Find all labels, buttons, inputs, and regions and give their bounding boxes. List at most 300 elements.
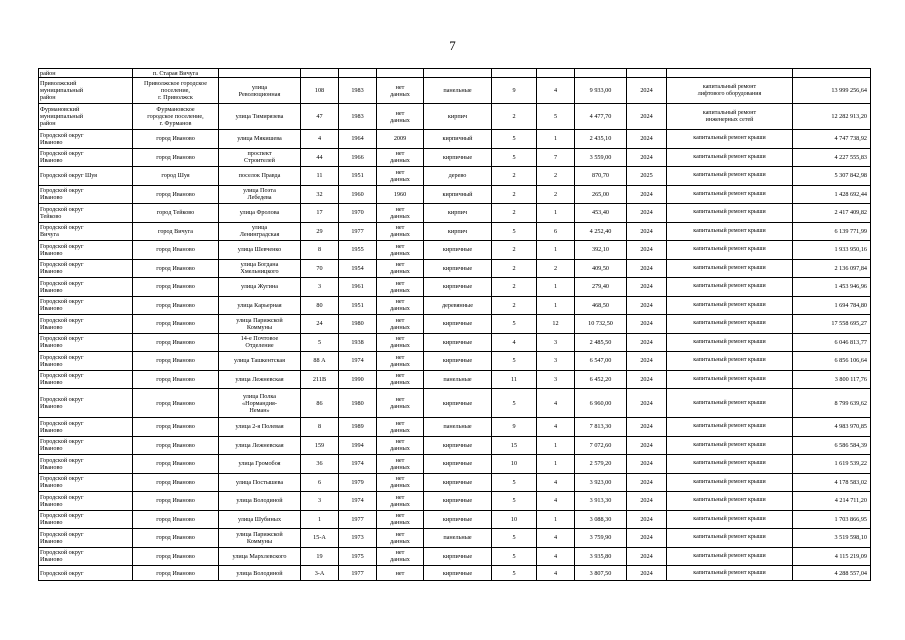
cell-cost: 6 139 771,99 <box>793 222 871 241</box>
cell-floors: 2 <box>492 296 537 315</box>
cell-work-type: капитальный ремонт крыши <box>667 241 793 260</box>
cell-entrances: 2 <box>537 185 575 204</box>
cell-settlement: город Иваново <box>133 492 219 511</box>
cell-house-number: 11 <box>301 167 339 186</box>
cell-build-year: 1966 <box>339 148 377 167</box>
table-row <box>39 315 871 334</box>
cell-municipality: Городской округ Вичуга <box>39 222 133 241</box>
cell-work-type: капитальный ремонт крыши <box>667 529 793 548</box>
cell-last-repair-year: нет данных <box>377 492 424 511</box>
cell-municipality: Городской округ Иваново <box>39 547 133 566</box>
cell-build-year: 1954 <box>339 259 377 278</box>
cell-planned-year: 2024 <box>627 278 667 297</box>
cell-planned-year: 2024 <box>627 547 667 566</box>
cell-planned-year: 2025 <box>627 167 667 186</box>
cell-floors: 5 <box>492 352 537 371</box>
cell-last-repair-year: нет данных <box>377 436 424 455</box>
cell-cost: 6 586 584,39 <box>793 436 871 455</box>
cell-municipality: Городской округ Шуя <box>39 167 133 186</box>
cell-house-number: 211В <box>301 370 339 389</box>
cell-build-year: 1983 <box>339 104 377 130</box>
table-row <box>39 78 871 104</box>
cell-last-repair-year: нет <box>377 566 424 581</box>
cell-last-repair-year: нет данных <box>377 333 424 352</box>
cell-cost <box>793 69 871 78</box>
cell-cost: 1 428 692,44 <box>793 185 871 204</box>
cell-house-number: 44 <box>301 148 339 167</box>
cell-last-repair-year: нет данных <box>377 148 424 167</box>
cell-settlement: город Иваново <box>133 148 219 167</box>
cell-floors: 11 <box>492 370 537 389</box>
cell-build-year: 1951 <box>339 167 377 186</box>
cell-entrances: 2 <box>537 167 575 186</box>
table-row <box>39 436 871 455</box>
cell-area-sqm: 3 935,80 <box>575 547 627 566</box>
cell-wall-material: кирпичные <box>424 492 492 511</box>
cell-area-sqm: 7 072,60 <box>575 436 627 455</box>
cell-wall-material: кирпич <box>424 204 492 223</box>
cell-wall-material: панельные <box>424 529 492 548</box>
cell-planned-year: 2024 <box>627 104 667 130</box>
cell-cost: 1 619 539,22 <box>793 455 871 474</box>
table-row <box>39 529 871 548</box>
table-row <box>39 547 871 566</box>
cell-area-sqm: 870,70 <box>575 167 627 186</box>
cell-municipality: Городской округ Иваново <box>39 492 133 511</box>
cell-entrances: 3 <box>537 370 575 389</box>
cell-build-year: 1980 <box>339 315 377 334</box>
cell-settlement: Приволжское городское поселение, г. Приволжск <box>133 78 219 104</box>
cell-settlement: город Иваново <box>133 333 219 352</box>
cell-last-repair-year: нет данных <box>377 547 424 566</box>
cell-settlement: город Иваново <box>133 473 219 492</box>
cell-street: улица Громобоя <box>219 455 301 474</box>
cell-area-sqm: 7 813,30 <box>575 418 627 437</box>
cell-street: улица Лежневская <box>219 436 301 455</box>
cell-floors: 5 <box>492 547 537 566</box>
cell-municipality: Городской округ Иваново <box>39 241 133 260</box>
cell-entrances: 3 <box>537 352 575 371</box>
cell-floors: 5 <box>492 148 537 167</box>
cell-planned-year: 2024 <box>627 352 667 371</box>
cell-area-sqm: 2 579,20 <box>575 455 627 474</box>
cell-settlement: город Иваново <box>133 436 219 455</box>
cell-area-sqm: 279,40 <box>575 278 627 297</box>
cell-entrances: 3 <box>537 333 575 352</box>
cell-cost: 12 282 913,20 <box>793 104 871 130</box>
cell-last-repair-year: нет данных <box>377 278 424 297</box>
table-row <box>39 278 871 297</box>
cell-floors: 2 <box>492 278 537 297</box>
cell-build-year: 1964 <box>339 130 377 149</box>
cell-work-type: капитальный ремонт крыши <box>667 333 793 352</box>
cell-house-number: 17 <box>301 204 339 223</box>
cell-build-year: 1977 <box>339 566 377 581</box>
cell-last-repair-year: нет данных <box>377 78 424 104</box>
cell-house-number: 108 <box>301 78 339 104</box>
cell-last-repair-year: 2009 <box>377 130 424 149</box>
cell-area-sqm: 2 435,10 <box>575 130 627 149</box>
cell-entrances: 1 <box>537 130 575 149</box>
table-row <box>39 259 871 278</box>
cell-house-number: 88 А <box>301 352 339 371</box>
cell-work-type: капитальный ремонт крыши <box>667 167 793 186</box>
cell-wall-material: кирпичные <box>424 148 492 167</box>
cell-cost: 4 983 970,85 <box>793 418 871 437</box>
cell-street: улица Карьерная <box>219 296 301 315</box>
cell-build-year: 1974 <box>339 492 377 511</box>
table-row <box>39 370 871 389</box>
cell-street: улица Ташкентская <box>219 352 301 371</box>
cell-entrances: 1 <box>537 204 575 223</box>
cell-municipality: Городской округ Тейково <box>39 204 133 223</box>
cell-work-type: капитальный ремонт крыши <box>667 130 793 149</box>
cell-settlement: город Иваново <box>133 566 219 581</box>
cell-entrances: 6 <box>537 222 575 241</box>
cell-wall-material: кирпичные <box>424 259 492 278</box>
cell-house-number: 80 <box>301 296 339 315</box>
cell-area-sqm: 6 960,00 <box>575 389 627 418</box>
cell-planned-year: 2024 <box>627 389 667 418</box>
cell-planned-year: 2024 <box>627 78 667 104</box>
cell-street: улица 2-я Полевая <box>219 418 301 437</box>
cell-work-type: капитальный ремонт крыши <box>667 436 793 455</box>
cell-area-sqm: 453,40 <box>575 204 627 223</box>
cell-cost: 4 747 738,92 <box>793 130 871 149</box>
cell-build-year: 1989 <box>339 418 377 437</box>
cell-planned-year: 2024 <box>627 241 667 260</box>
cell-build-year: 1974 <box>339 352 377 371</box>
cell-cost: 4 227 555,83 <box>793 148 871 167</box>
cell-last-repair-year: нет данных <box>377 204 424 223</box>
table-row <box>39 333 871 352</box>
cell-house-number: 24 <box>301 315 339 334</box>
cell-floors: 5 <box>492 389 537 418</box>
cell-last-repair-year: нет данных <box>377 167 424 186</box>
cell-street: улица Володиной <box>219 566 301 581</box>
cell-floors: 5 <box>492 222 537 241</box>
cell-cost: 1 453 946,96 <box>793 278 871 297</box>
cell-build-year: 1977 <box>339 222 377 241</box>
cell-wall-material: кирпичные <box>424 352 492 371</box>
cell-planned-year: 2024 <box>627 333 667 352</box>
cell-floors: 2 <box>492 167 537 186</box>
cell-wall-material: кирпич <box>424 104 492 130</box>
cell-work-type: капитальный ремонт крыши <box>667 315 793 334</box>
cell-work-type: капитальный ремонт крыши <box>667 370 793 389</box>
cell-municipality: Городской округ Иваново <box>39 130 133 149</box>
cell-cost: 4 214 711,20 <box>793 492 871 511</box>
cell-house-number: 8 <box>301 241 339 260</box>
table-row <box>39 185 871 204</box>
cell-wall-material: кирпичные <box>424 473 492 492</box>
cell-planned-year: 2024 <box>627 529 667 548</box>
cell-settlement: город Иваново <box>133 185 219 204</box>
cell-planned-year: 2024 <box>627 204 667 223</box>
cell-entrances: 4 <box>537 566 575 581</box>
cell-wall-material: панельные <box>424 418 492 437</box>
cell-floors: 5 <box>492 529 537 548</box>
cell-street: улица Володиной <box>219 492 301 511</box>
cell-last-repair-year: нет данных <box>377 455 424 474</box>
cell-cost: 2 417 409,82 <box>793 204 871 223</box>
cell-settlement: город Иваново <box>133 455 219 474</box>
cell-settlement: город Иваново <box>133 529 219 548</box>
cell-wall-material: кирпичные <box>424 547 492 566</box>
cell-work-type: капитальный ремонт крыши <box>667 259 793 278</box>
cell-municipality: Городской округ Иваново <box>39 455 133 474</box>
cell-planned-year: 2024 <box>627 259 667 278</box>
cell-planned-year: 2024 <box>627 510 667 529</box>
cell-area-sqm: 4 252,40 <box>575 222 627 241</box>
cell-house-number: 3 <box>301 278 339 297</box>
cell-municipality: Городской округ Иваново <box>39 185 133 204</box>
cell-planned-year: 2024 <box>627 315 667 334</box>
cell-area-sqm: 6 547,00 <box>575 352 627 371</box>
cell-area-sqm: 392,10 <box>575 241 627 260</box>
cell-floors <box>492 69 537 78</box>
cell-floors: 5 <box>492 130 537 149</box>
cell-street: улица Парижской Коммуны <box>219 315 301 334</box>
cell-wall-material: панельные <box>424 78 492 104</box>
cell-build-year: 1977 <box>339 510 377 529</box>
cell-cost: 6 856 106,64 <box>793 352 871 371</box>
cell-cost: 1 703 866,95 <box>793 510 871 529</box>
cell-house-number: 15-А <box>301 529 339 548</box>
cell-municipality: Городской округ Иваново <box>39 473 133 492</box>
cell-area-sqm: 3 088,30 <box>575 510 627 529</box>
cell-work-type <box>667 69 793 78</box>
table-body <box>39 69 871 581</box>
cell-build-year: 1970 <box>339 204 377 223</box>
table-row <box>39 130 871 149</box>
cell-floors: 10 <box>492 510 537 529</box>
cell-settlement: город Иваново <box>133 547 219 566</box>
cell-wall-material: кирпичные <box>424 333 492 352</box>
cell-last-repair-year: нет данных <box>377 389 424 418</box>
cell-entrances: 1 <box>537 510 575 529</box>
cell-floors: 5 <box>492 315 537 334</box>
cell-entrances: 4 <box>537 473 575 492</box>
cell-planned-year: 2024 <box>627 436 667 455</box>
cell-last-repair-year: нет данных <box>377 352 424 371</box>
cell-municipality: Городской округ Иваново <box>39 278 133 297</box>
cell-floors: 4 <box>492 333 537 352</box>
cell-street: улица Фролова <box>219 204 301 223</box>
cell-entrances: 4 <box>537 418 575 437</box>
cell-municipality: Городской округ Иваново <box>39 259 133 278</box>
cell-street: поселок Правда <box>219 167 301 186</box>
cell-wall-material: кирпичные <box>424 241 492 260</box>
cell-wall-material: панельные <box>424 370 492 389</box>
table-row <box>39 492 871 511</box>
cell-municipality: Приволжский муниципальный район <box>39 78 133 104</box>
cell-planned-year: 2024 <box>627 222 667 241</box>
table-row <box>39 148 871 167</box>
cell-settlement: город Иваново <box>133 510 219 529</box>
cell-settlement: город Шуя <box>133 167 219 186</box>
cell-house-number: 5 <box>301 333 339 352</box>
cell-wall-material: кирпичные <box>424 510 492 529</box>
cell-work-type: капитальный ремонт крыши <box>667 148 793 167</box>
cell-planned-year: 2024 <box>627 473 667 492</box>
cell-cost: 8 799 639,62 <box>793 389 871 418</box>
cell-planned-year: 2024 <box>627 455 667 474</box>
cell-area-sqm: 9 933,00 <box>575 78 627 104</box>
cell-last-repair-year: нет данных <box>377 222 424 241</box>
cell-settlement: город Иваново <box>133 241 219 260</box>
cell-build-year: 1938 <box>339 333 377 352</box>
cell-street: улица Мархлевского <box>219 547 301 566</box>
cell-cost: 5 307 842,98 <box>793 167 871 186</box>
cell-wall-material: кирпичные <box>424 436 492 455</box>
cell-municipality: район <box>39 69 133 78</box>
cell-last-repair-year: нет данных <box>377 259 424 278</box>
cell-wall-material <box>424 69 492 78</box>
table-row <box>39 296 871 315</box>
cell-cost: 13 999 256,64 <box>793 78 871 104</box>
cell-street: улица Постышева <box>219 473 301 492</box>
cell-municipality: Городской округ Иваново <box>39 389 133 418</box>
table-row <box>39 389 871 418</box>
cell-wall-material: кирпичные <box>424 315 492 334</box>
cell-entrances: 4 <box>537 529 575 548</box>
cell-build-year: 1983 <box>339 78 377 104</box>
cell-area-sqm: 3 913,30 <box>575 492 627 511</box>
cell-street: улица Ленинградская <box>219 222 301 241</box>
cell-last-repair-year: нет данных <box>377 315 424 334</box>
housing-repair-table <box>38 68 871 581</box>
cell-house-number: 6 <box>301 473 339 492</box>
cell-build-year: 1961 <box>339 278 377 297</box>
cell-entrances <box>537 69 575 78</box>
cell-house-number: 70 <box>301 259 339 278</box>
cell-municipality: Городской округ Иваново <box>39 370 133 389</box>
cell-municipality: Городской округ Иваново <box>39 315 133 334</box>
table-row <box>39 473 871 492</box>
cell-floors: 2 <box>492 185 537 204</box>
cell-settlement: город Вичуга <box>133 222 219 241</box>
cell-municipality: Городской округ Иваново <box>39 510 133 529</box>
table-row <box>39 222 871 241</box>
cell-municipality: Городской округ Иваново <box>39 148 133 167</box>
cell-work-type: капитальный ремонт лифтового оборудования <box>667 78 793 104</box>
cell-work-type: капитальный ремонт крыши <box>667 204 793 223</box>
cell-work-type: капитальный ремонт крыши <box>667 278 793 297</box>
cell-settlement: город Иваново <box>133 389 219 418</box>
table-row <box>39 167 871 186</box>
cell-wall-material: кирпичные <box>424 566 492 581</box>
cell-work-type: капитальный ремонт инженерных сетей <box>667 104 793 130</box>
cell-planned-year: 2024 <box>627 130 667 149</box>
cell-cost: 1 933 950,16 <box>793 241 871 260</box>
cell-work-type: капитальный ремонт крыши <box>667 185 793 204</box>
cell-house-number: 32 <box>301 185 339 204</box>
cell-house-number: 47 <box>301 104 339 130</box>
cell-house-number: 1 <box>301 510 339 529</box>
cell-floors: 5 <box>492 492 537 511</box>
cell-wall-material: дерево <box>424 167 492 186</box>
cell-floors: 2 <box>492 259 537 278</box>
cell-floors: 10 <box>492 455 537 474</box>
cell-house-number: 36 <box>301 455 339 474</box>
cell-build-year: 1960 <box>339 185 377 204</box>
cell-house-number: 4 <box>301 130 339 149</box>
cell-last-repair-year: нет данных <box>377 104 424 130</box>
cell-street: улица Жугина <box>219 278 301 297</box>
cell-settlement: город Иваново <box>133 259 219 278</box>
cell-house-number: 19 <box>301 547 339 566</box>
cell-build-year <box>339 69 377 78</box>
cell-floors: 2 <box>492 204 537 223</box>
cell-entrances: 7 <box>537 148 575 167</box>
cell-planned-year <box>627 69 667 78</box>
cell-cost: 4 115 219,09 <box>793 547 871 566</box>
cell-last-repair-year: нет данных <box>377 418 424 437</box>
cell-settlement: город Тейково <box>133 204 219 223</box>
cell-wall-material: кирпичные <box>424 389 492 418</box>
cell-entrances: 4 <box>537 547 575 566</box>
cell-work-type: капитальный ремонт крыши <box>667 418 793 437</box>
cell-wall-material: кирпичные <box>424 455 492 474</box>
cell-house-number: 3-А <box>301 566 339 581</box>
cell-entrances: 12 <box>537 315 575 334</box>
cell-floors: 9 <box>492 78 537 104</box>
cell-municipality: Городской округ Иваново <box>39 352 133 371</box>
cell-house-number: 86 <box>301 389 339 418</box>
cell-area-sqm: 3 923,00 <box>575 473 627 492</box>
cell-floors: 9 <box>492 418 537 437</box>
cell-street: улица Лежневская <box>219 370 301 389</box>
cell-cost: 2 136 097,84 <box>793 259 871 278</box>
cell-build-year: 1975 <box>339 547 377 566</box>
table-row <box>39 510 871 529</box>
cell-area-sqm: 10 732,50 <box>575 315 627 334</box>
cell-last-repair-year: нет данных <box>377 473 424 492</box>
cell-build-year: 1980 <box>339 389 377 418</box>
cell-work-type: капитальный ремонт крыши <box>667 566 793 581</box>
cell-build-year: 1979 <box>339 473 377 492</box>
cell-area-sqm: 3 759,90 <box>575 529 627 548</box>
cell-street: улица Парижской Коммуны <box>219 529 301 548</box>
cell-build-year: 1973 <box>339 529 377 548</box>
table-row <box>39 566 871 581</box>
cell-entrances: 4 <box>537 389 575 418</box>
cell-municipality: Городской округ Иваново <box>39 529 133 548</box>
cell-build-year: 1955 <box>339 241 377 260</box>
cell-street: 14-е Почтовое Отделение <box>219 333 301 352</box>
cell-planned-year: 2024 <box>627 370 667 389</box>
cell-area-sqm: 4 477,70 <box>575 104 627 130</box>
cell-house-number: 3 <box>301 492 339 511</box>
cell-last-repair-year <box>377 69 424 78</box>
cell-work-type: капитальный ремонт крыши <box>667 547 793 566</box>
cell-wall-material: деревянные <box>424 296 492 315</box>
cell-planned-year: 2024 <box>627 418 667 437</box>
cell-entrances: 4 <box>537 492 575 511</box>
cell-floors: 2 <box>492 104 537 130</box>
cell-work-type: капитальный ремонт крыши <box>667 296 793 315</box>
cell-entrances: 2 <box>537 259 575 278</box>
cell-last-repair-year: нет данных <box>377 529 424 548</box>
cell-area-sqm: 409,50 <box>575 259 627 278</box>
cell-house-number: 8 <box>301 418 339 437</box>
page-number: 7 <box>449 38 456 53</box>
cell-work-type: капитальный ремонт крыши <box>667 492 793 511</box>
cell-settlement: город Иваново <box>133 370 219 389</box>
cell-municipality: Городской округ <box>39 566 133 581</box>
cell-municipality: Фурмановский муниципальный район <box>39 104 133 130</box>
